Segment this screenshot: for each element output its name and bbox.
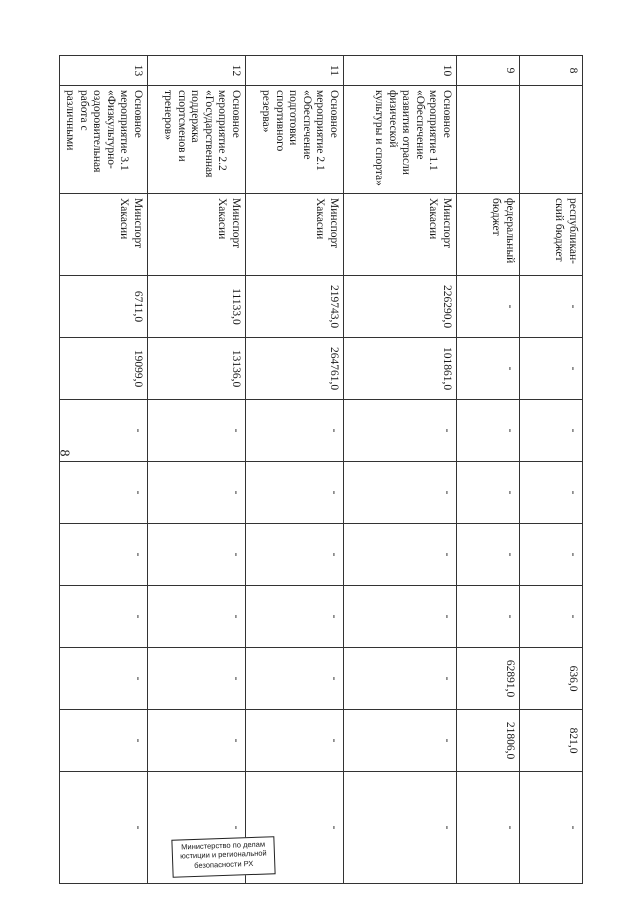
table-cell: -	[148, 772, 246, 884]
table-cell: -	[148, 710, 246, 772]
table-cell: 19099,0	[59, 338, 147, 400]
table-cell: -	[148, 524, 246, 586]
table-cell: 10	[344, 56, 457, 86]
table-cell: -	[246, 524, 344, 586]
table-cell: 219743,0	[246, 276, 344, 338]
table-row	[246, 56, 344, 884]
table-cell: -	[520, 586, 583, 648]
table-cell: -	[344, 648, 457, 710]
table-cell: -	[520, 772, 583, 884]
table-cell: 8	[520, 56, 583, 86]
table-cell: 62891,0	[457, 648, 520, 710]
table-cell: -	[457, 400, 520, 462]
table-cell: -	[148, 586, 246, 648]
table-cell: 101861,0	[344, 338, 457, 400]
table-cell: 11	[246, 56, 344, 86]
table-cell: -	[344, 524, 457, 586]
table-cell: Основное мероприятие 3.1 «Физкультурно-оздоровительная работа с различными	[59, 86, 147, 194]
stamp-line-3: безопасности РХ	[194, 858, 254, 870]
table-cell: -	[520, 400, 583, 462]
stamp-line-1: Министерство по делам	[181, 839, 266, 852]
table-cell: -	[344, 586, 457, 648]
table-cell: 12	[148, 56, 246, 86]
table-body	[59, 56, 582, 884]
table-cell: -	[344, 772, 457, 884]
table-cell: 11133,0	[148, 276, 246, 338]
table-cell: Основное мероприятие 1.1 «Обеспечение развития отрасли физической культуры и спорта»	[344, 86, 457, 194]
table-cell	[457, 86, 520, 194]
table-cell: -	[246, 772, 344, 884]
table-cell: -	[520, 462, 583, 524]
table-cell: -	[246, 648, 344, 710]
table-cell: республикан-ский бюджет	[520, 194, 583, 276]
table-cell: -	[148, 462, 246, 524]
table-cell: Минспорт Хакасии	[148, 194, 246, 276]
table-cell: -	[344, 710, 457, 772]
table-cell: -	[59, 648, 147, 710]
table-cell: Минспорт Хакасии	[344, 194, 457, 276]
table-cell: -	[457, 586, 520, 648]
table-cell: -	[457, 772, 520, 884]
table-cell: 6711,0	[59, 276, 147, 338]
table-cell: -	[59, 524, 147, 586]
table-row	[520, 56, 583, 884]
table-cell: -	[59, 586, 147, 648]
table-cell: -	[59, 772, 147, 884]
table-cell: -	[59, 710, 147, 772]
table-cell: -	[246, 586, 344, 648]
table-cell: 636,0	[520, 648, 583, 710]
table-cell: 821,0	[520, 710, 583, 772]
table-cell: -	[344, 462, 457, 524]
table-cell: -	[59, 400, 147, 462]
table-row	[59, 56, 147, 884]
registration-stamp	[171, 836, 275, 878]
table-cell: -	[457, 462, 520, 524]
page-number: 8	[56, 449, 72, 457]
table-cell: -	[148, 648, 246, 710]
table-cell: -	[246, 710, 344, 772]
table-row	[344, 56, 457, 884]
table-cell: 264761,0	[246, 338, 344, 400]
table-cell: Основное мероприятие 2.2 «Государственная поддержка спортсменов и тренеров»	[148, 86, 246, 194]
table-cell: 13136,0	[148, 338, 246, 400]
stamp-line-2: юстиции и региональной	[179, 848, 267, 861]
table-cell: -	[246, 400, 344, 462]
table-cell: -	[520, 276, 583, 338]
table-cell: -	[457, 338, 520, 400]
rotated-table-wrapper	[64, 55, 583, 845]
table-cell: Основное мероприятие 2.1 «Обеспечение подготовки спортивного резерва»	[246, 86, 344, 194]
table-cell: -	[457, 276, 520, 338]
table-cell: Минспорт Хакасии	[59, 194, 147, 276]
table-row	[148, 56, 246, 884]
table-cell: -	[246, 462, 344, 524]
table-cell: -	[148, 400, 246, 462]
table-row	[457, 56, 520, 884]
table-cell: -	[457, 524, 520, 586]
table-cell: Минспорт Хакасии	[246, 194, 344, 276]
budget-table	[59, 55, 583, 884]
table-cell: -	[520, 524, 583, 586]
table-cell: 226290,0	[344, 276, 457, 338]
table-cell: 21806,0	[457, 710, 520, 772]
table-cell: -	[520, 338, 583, 400]
table-cell: -	[59, 462, 147, 524]
table-cell: федеральный бюджет	[457, 194, 520, 276]
table-cell	[520, 86, 583, 194]
table-cell: -	[344, 400, 457, 462]
table-cell: 9	[457, 56, 520, 86]
table-cell: 13	[59, 56, 147, 86]
